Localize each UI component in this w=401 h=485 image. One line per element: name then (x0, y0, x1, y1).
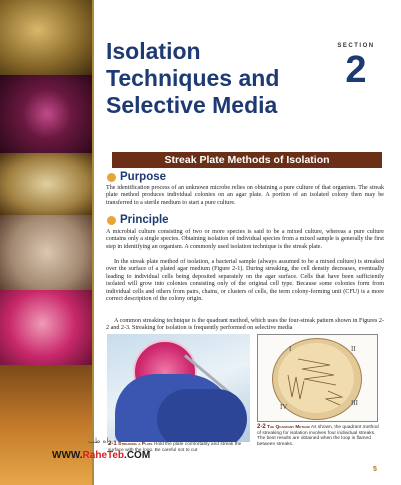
culture-photo-3 (0, 153, 94, 215)
principle-paragraph-3: A common streaking technique is the quadrant method, which uses the four-streak pattern shown in Figures 2-2 and 2-3. Streaking for isolation is frequently performed on selective media (106, 318, 384, 332)
sidebar-divider (92, 0, 94, 485)
culture-photo-2 (0, 75, 94, 153)
sidebar-photo-strip (0, 0, 94, 485)
bullet-icon (107, 216, 116, 225)
figure-title: Streaking a Plate (118, 442, 153, 447)
principle-heading (107, 214, 169, 226)
figure-caption-text: Hold the plate comfortably and streak the surface with the loop. Be careful not to cut (108, 442, 242, 453)
culture-photo-1 (0, 0, 94, 75)
zone-label-4: IV (280, 403, 288, 411)
chapter-title-line-2: Techniques and (106, 65, 280, 91)
chapter-title (106, 38, 306, 119)
figure-title: The Quadrant Method (267, 425, 310, 430)
figure-number: 2-2 (257, 424, 266, 430)
section-label: SECTION (337, 43, 375, 49)
principle-paragraph-1: A microbial culture consisting of two or more species is said to be a mixed culture, whereas a pure culture contains only a single species. Obtaining isolation of individual species from a mixed sample is generally the first step in identifying an organism. A commonly used isolation technique is the streak plate. (106, 229, 384, 250)
section-number: 2 (345, 49, 367, 91)
purpose-paragraph: The identification process of an unknown microbe relies on obtaining a pure culture of that organism. The streak plate method produces individual colonies on an agar plate. A portion of an isolated colony then may be transferred to a sterile medium to start a pure culture. (106, 185, 384, 206)
section-banner: Streak Plate Methods of Isolation (112, 152, 382, 168)
streak-lines (258, 335, 377, 421)
watermark-prefix: WWW. (52, 450, 83, 461)
figure-number: 2-1 (108, 441, 117, 447)
zone-label-1: I (289, 345, 292, 353)
page-number: 5 (373, 466, 377, 473)
figure-caption-right (257, 425, 379, 447)
figure-streaking-photo (107, 334, 250, 442)
watermark-brand: RaheTeb (82, 450, 125, 461)
purpose-heading-text: Purpose (120, 171, 167, 183)
principle-paragraph-2: In the streak plate method of isolation, a bacterial sample (always assumed to be a mixed culture) is streaked over the surface of a plated agar medium (Figure 2-1). During streaking, the cell density decreases, eventually leading to individual cells being deposited separately on the agar surface. Cells that have been sufficiently isolated will grow into colonies consisting only of the original cell type. Because some colonies form from individual cells and others from pairs, chains, or clusters of cells, the term colony-forming unit (CFU) is a more correct description of the colony origin. (106, 259, 384, 303)
watermark-persian: راه طب (88, 437, 112, 445)
figure-caption-text: As shown, the quadrant method of streaking for isolation involves four individual streaks. The best results are obtained when the loop is flamed between streaks. (257, 425, 379, 447)
watermark (52, 450, 150, 461)
zone-label-2: II (351, 345, 356, 353)
purpose-heading (107, 171, 166, 183)
gloved-hand-2 (157, 389, 247, 442)
bullet-icon (107, 173, 116, 182)
figure-quadrant-diagram (257, 334, 378, 422)
culture-photo-4 (0, 215, 94, 290)
chapter-title-line-3: Selective Media (106, 92, 278, 118)
principle-heading-text: Principle (120, 214, 169, 226)
watermark-suffix: .COM (124, 450, 151, 461)
zone-label-3: III (351, 399, 358, 407)
culture-photo-5 (0, 290, 94, 365)
chapter-title-line-1: Isolation (106, 38, 201, 64)
culture-photo-6 (0, 365, 94, 485)
